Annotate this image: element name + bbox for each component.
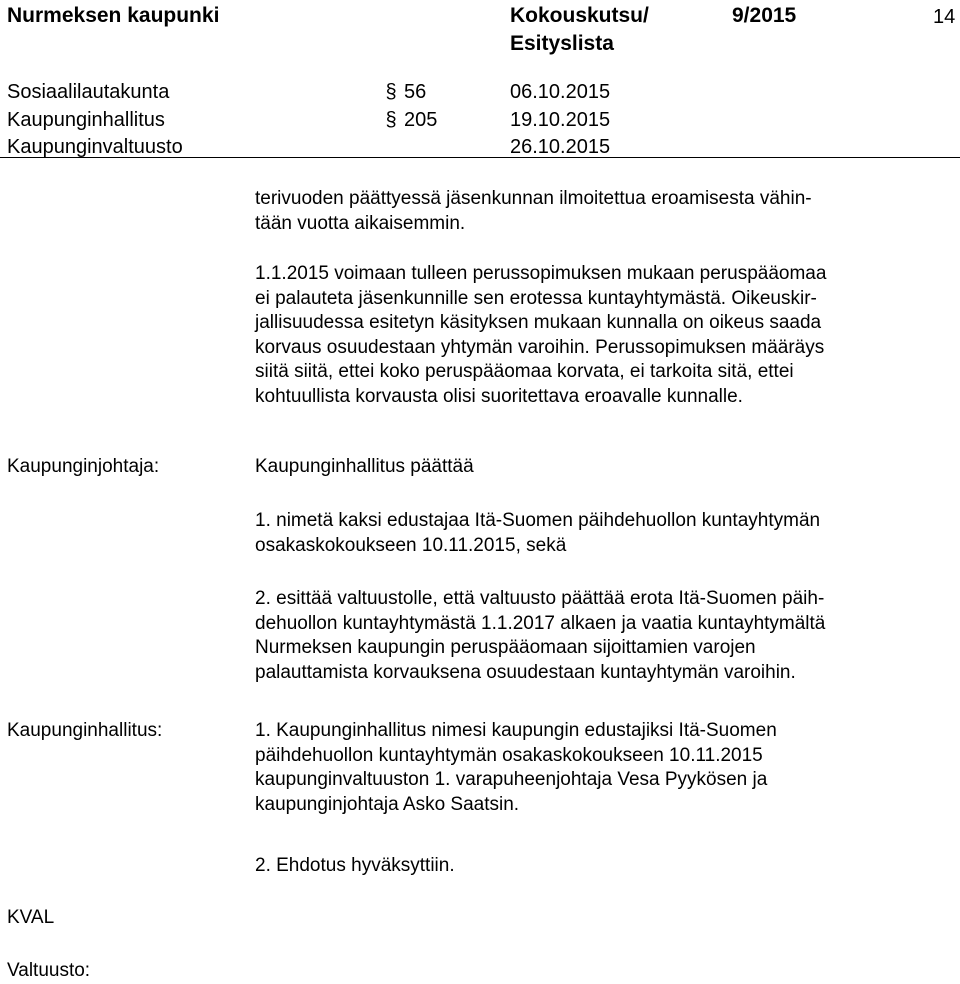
agreement-line: kohtuullista korvausta olisi suoritettava eroavalle kunnalle. xyxy=(255,385,743,407)
agreement-line: siitä siitä, ettei koko peruspääomaa korvata, ei tarkoita sitä, ettei xyxy=(255,361,794,382)
page-number: 14 xyxy=(933,6,956,28)
proposal-item-2-line: dehuollon kuntayhtymästä 1.1.2017 alkaen ja vaatia kuntayhtymältä xyxy=(255,612,826,634)
agreement-line: ei palauteta jäsenkunnille sen erotessa kuntayhtymästä. Oikeuskir- xyxy=(255,287,817,309)
meeting-body-3: Kaupunginvaltuusto xyxy=(7,136,183,158)
proposal-heading: Kaupunginhallitus päättää xyxy=(255,456,474,477)
proposal-label: Kaupunginjohtaja: xyxy=(7,456,160,477)
agreement-paragraph xyxy=(255,262,955,409)
agreement-line: 1.1.2015 voimaan tulleen perussopimuksen mukaan peruspääomaa xyxy=(255,263,827,284)
decision-item-1-line: päihdehuollon kuntayhtymän osakaskokoukseen 10.11.2015 xyxy=(255,744,763,766)
header-divider xyxy=(0,157,960,158)
meeting-section-1: 56 xyxy=(404,81,427,103)
valtuusto-label: Valtuusto: xyxy=(7,960,91,981)
proposal-item-1-line: osakaskokoukseen 10.11.2015, sekä xyxy=(255,534,567,556)
meeting-date-1: 06.10.2015 xyxy=(510,81,611,103)
proposal-item-2 xyxy=(255,587,955,685)
kval-label: KVAL xyxy=(7,907,55,928)
doc-type-line2: Esityslista xyxy=(510,32,614,55)
proposal-item-2-line: palauttamista korvauksena osuudestaan kuntayhtymän varoihin. xyxy=(255,661,796,683)
meeting-section-2: 205 xyxy=(404,109,438,131)
agreement-line: korvaus osuudestaan yhtymän varoihin. Perussopimuksen määräys xyxy=(255,336,825,358)
doc-number: 9/2015 xyxy=(732,4,797,27)
paragraph-symbol-2: § xyxy=(385,109,397,131)
meeting-date-3: 26.10.2015 xyxy=(510,136,611,158)
doc-type-line1: Kokouskutsu/ xyxy=(510,4,649,27)
proposal-item-2-line: 2. esittää valtuustolle, että valtuusto päättää erota Itä-Suomen päih- xyxy=(255,588,825,609)
proposal-item-1 xyxy=(255,509,955,558)
decision-item-1 xyxy=(255,719,955,817)
agreement-line: jallisuudessa esitetyn käsityksen mukaan kunnalla on oikeus saada xyxy=(255,312,822,333)
decision-item-2: 2. Ehdotus hyväksyttiin. xyxy=(255,855,455,876)
paragraph-symbol-1: § xyxy=(385,81,397,103)
proposal-item-2-line: Nurmeksen kaupungin peruspääomaan sijoittamien varojen xyxy=(255,637,756,658)
decision-item-1-line: kaupunginjohtaja Asko Saatsin. xyxy=(255,793,520,815)
meeting-date-2: 19.10.2015 xyxy=(510,109,611,131)
intro-paragraph xyxy=(255,187,955,236)
proposal-item-1-line: 1. nimetä kaksi edustajaa Itä-Suomen päihdehuollon kuntayhtymän xyxy=(255,510,821,531)
meeting-body-1: Sosiaalilautakunta xyxy=(7,81,170,103)
decision-item-1-line: kaupunginvaltuuston 1. varapuheenjohtaja Vesa Pyykösen ja xyxy=(255,769,768,790)
meeting-body-2: Kaupunginhallitus xyxy=(7,109,165,131)
decision-item-1-line: 1. Kaupunginhallitus nimesi kaupungin edustajiksi Itä-Suomen xyxy=(255,720,777,741)
intro-line: terivuoden päättyessä jäsenkunnan ilmoitettua eroamisesta vähin- xyxy=(255,188,812,209)
intro-line: tään vuotta aikaisemmin. xyxy=(255,212,466,234)
city-name: Nurmeksen kaupunki xyxy=(7,4,220,27)
decision-label: Kaupunginhallitus: xyxy=(7,720,163,741)
